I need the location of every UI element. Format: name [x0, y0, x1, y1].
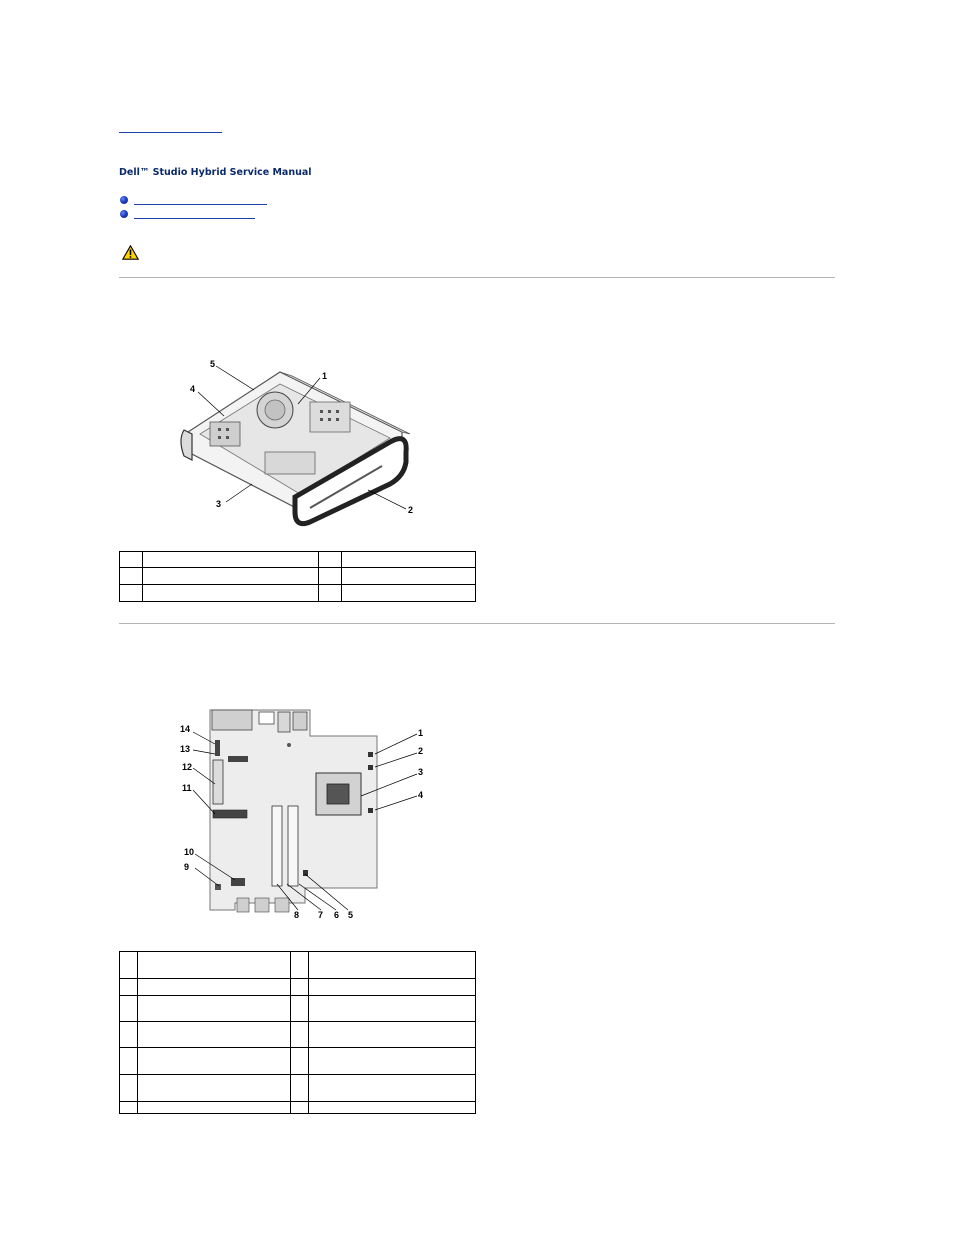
- chassis-callout-5: 5: [210, 359, 216, 369]
- chassis-figure: [170, 352, 430, 527]
- bullet-icon: [120, 196, 128, 204]
- table-row: [120, 568, 476, 585]
- chassis-callout-1: 1: [322, 371, 328, 381]
- warning-triangle-icon: [122, 245, 139, 264]
- manual-title: Dell™ Studio Hybrid Service Manual: [119, 167, 312, 178]
- board-callout-3: 3: [418, 767, 424, 777]
- chassis-callout-table: [119, 551, 476, 602]
- table-row: [120, 979, 476, 996]
- system-board-callout-table: [119, 951, 476, 1114]
- section-divider: [119, 277, 835, 278]
- board-callout-13: 13: [180, 744, 191, 754]
- board-callout-14: 14: [180, 724, 191, 734]
- section-divider: [119, 623, 835, 624]
- board-callout-1: 1: [418, 728, 424, 738]
- toc-link-system-board[interactable]: [134, 210, 255, 219]
- board-callout-11: 11: [182, 783, 192, 793]
- toc-link-computer-view[interactable]: [134, 196, 267, 205]
- board-callout-12: 12: [182, 762, 193, 772]
- table-row: [120, 552, 476, 568]
- bullet-icon: [120, 210, 128, 218]
- board-callout-8: 8: [294, 910, 300, 920]
- chassis-callout-4: 4: [190, 384, 196, 394]
- board-callout-6: 6: [334, 910, 340, 920]
- table-row: [120, 1022, 476, 1048]
- chassis-callout-2: 2: [408, 505, 414, 515]
- chassis-callout-3: 3: [216, 499, 222, 509]
- table-row: [120, 1048, 476, 1075]
- table-row: [120, 585, 476, 602]
- board-callout-10: 10: [184, 847, 195, 857]
- board-callout-4: 4: [418, 790, 424, 800]
- table-row: [120, 1075, 476, 1102]
- back-to-contents-link[interactable]: [119, 124, 222, 133]
- system-board-figure: [175, 698, 440, 923]
- board-callout-7: 7: [318, 910, 324, 920]
- table-row: [120, 952, 476, 979]
- table-row: [120, 1102, 476, 1114]
- table-row: [120, 996, 476, 1022]
- board-callout-2: 2: [418, 746, 424, 756]
- board-callout-9: 9: [184, 862, 190, 872]
- board-callout-5: 5: [348, 910, 354, 920]
